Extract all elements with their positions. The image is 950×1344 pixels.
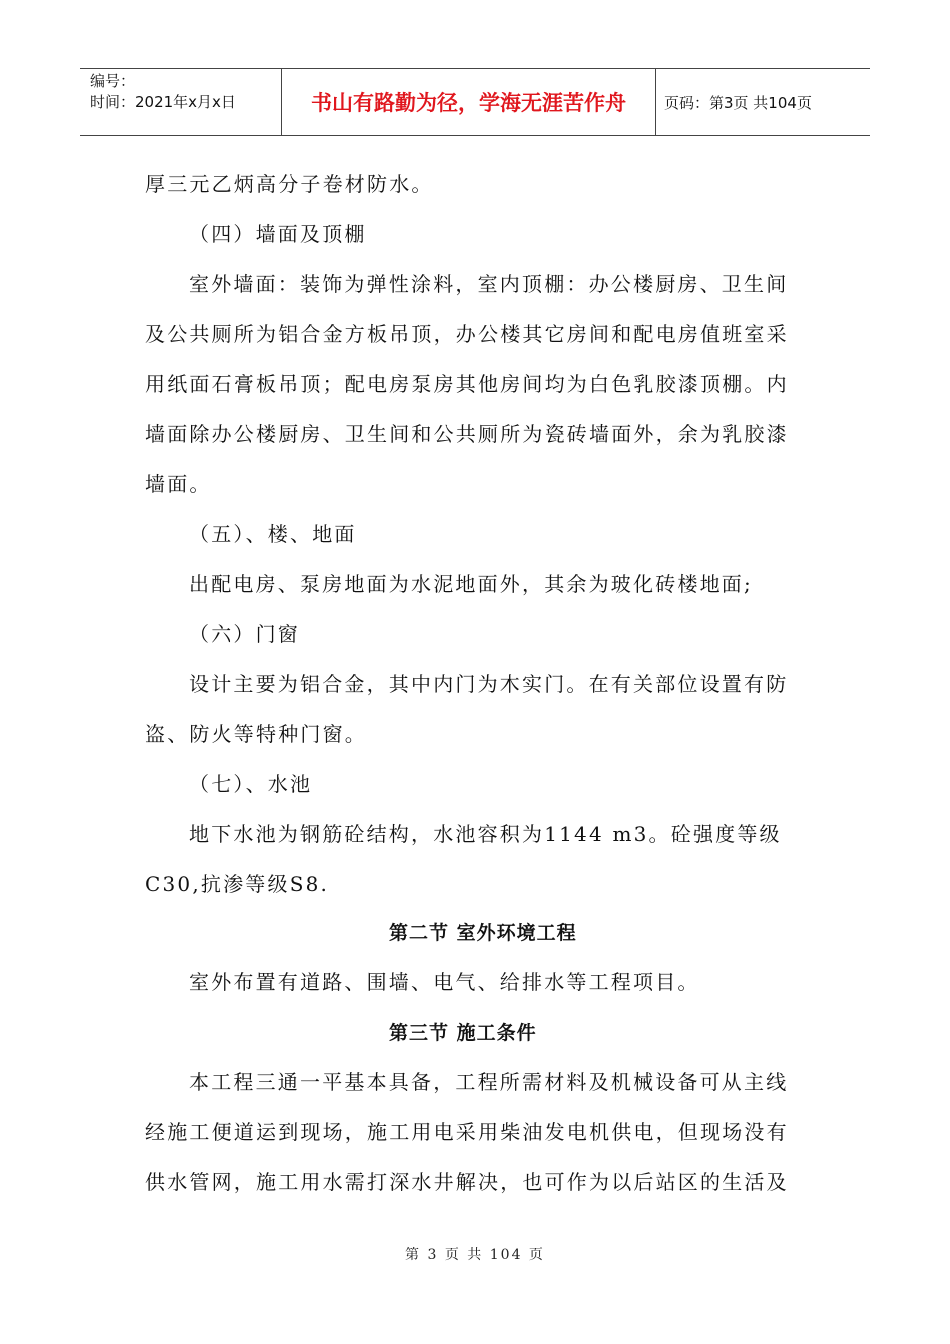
paragraph-line: 室外布置有道路、围墙、电气、给排水等工程项目。 bbox=[189, 970, 700, 994]
page-footer: 第 3 页 共 104 页 bbox=[405, 1247, 545, 1263]
paragraph-line: 用纸面石膏板吊顶；配电房泵房其他房间均为白色乳胶漆顶棚。内 bbox=[145, 372, 789, 396]
paragraph-line: 盗、防火等特种门窗。 bbox=[145, 722, 367, 746]
header-page-number: 页码：第3页 共104页 bbox=[664, 93, 812, 112]
paragraph-line: 本工程三通一平基本具备，工程所需材料及机械设备可从主线 bbox=[189, 1070, 789, 1094]
paragraph-line: 厚三元乙炳高分子卷材防水。 bbox=[145, 172, 434, 196]
page-header bbox=[80, 68, 870, 136]
section-heading-3: 第三节 施工条件 bbox=[389, 1022, 537, 1044]
subheading-floors: （五）、楼、地面 bbox=[189, 522, 357, 546]
paragraph-line: 墙面。 bbox=[145, 472, 212, 496]
subheading-walls-ceilings: （四）墙面及顶棚 bbox=[189, 222, 367, 246]
subheading-water-tank: （七）、水池 bbox=[189, 772, 313, 796]
paragraph-line: C30,抗渗等级S8. bbox=[145, 872, 330, 896]
section-heading-2: 第二节 室外环境工程 bbox=[389, 922, 577, 944]
header-meta bbox=[80, 69, 282, 135]
subheading-doors-windows: （六）门窗 bbox=[189, 622, 300, 646]
document-number: 编号： bbox=[90, 72, 136, 90]
paragraph-line: 设计主要为铝合金，其中内门为木实门。在有关部位设置有防 bbox=[189, 672, 789, 696]
paragraph-line: 地下水池为钢筋砼结构，水池容积为1144 m3。砼强度等级 bbox=[189, 822, 782, 846]
paragraph-line: 经施工便道运到现场，施工用电采用柴油发电机供电，但现场没有 bbox=[145, 1120, 789, 1144]
paragraph-line: 墙面除办公楼厨房、卫生间和公共厕所为瓷砖墙面外，余为乳胶漆 bbox=[145, 422, 789, 446]
paragraph-line: 室外墙面：装饰为弹性涂料，室内顶棚：办公楼厨房、卫生间 bbox=[189, 272, 789, 296]
paragraph-line: 及公共厕所为铝合金方板吊顶，办公楼其它房间和配电房值班室采 bbox=[145, 322, 789, 346]
document-date: 时间：2021年x月x日 bbox=[90, 93, 236, 111]
paragraph-line: 出配电房、泵房地面为水泥地面外，其余为玻化砖楼地面; bbox=[189, 572, 753, 596]
paragraph-line: 供水管网，施工用水需打深水井解决，也可作为以后站区的生活及 bbox=[145, 1170, 789, 1194]
header-motto: 书山有路勤为径，学海无涯苦作舟 bbox=[282, 69, 656, 135]
